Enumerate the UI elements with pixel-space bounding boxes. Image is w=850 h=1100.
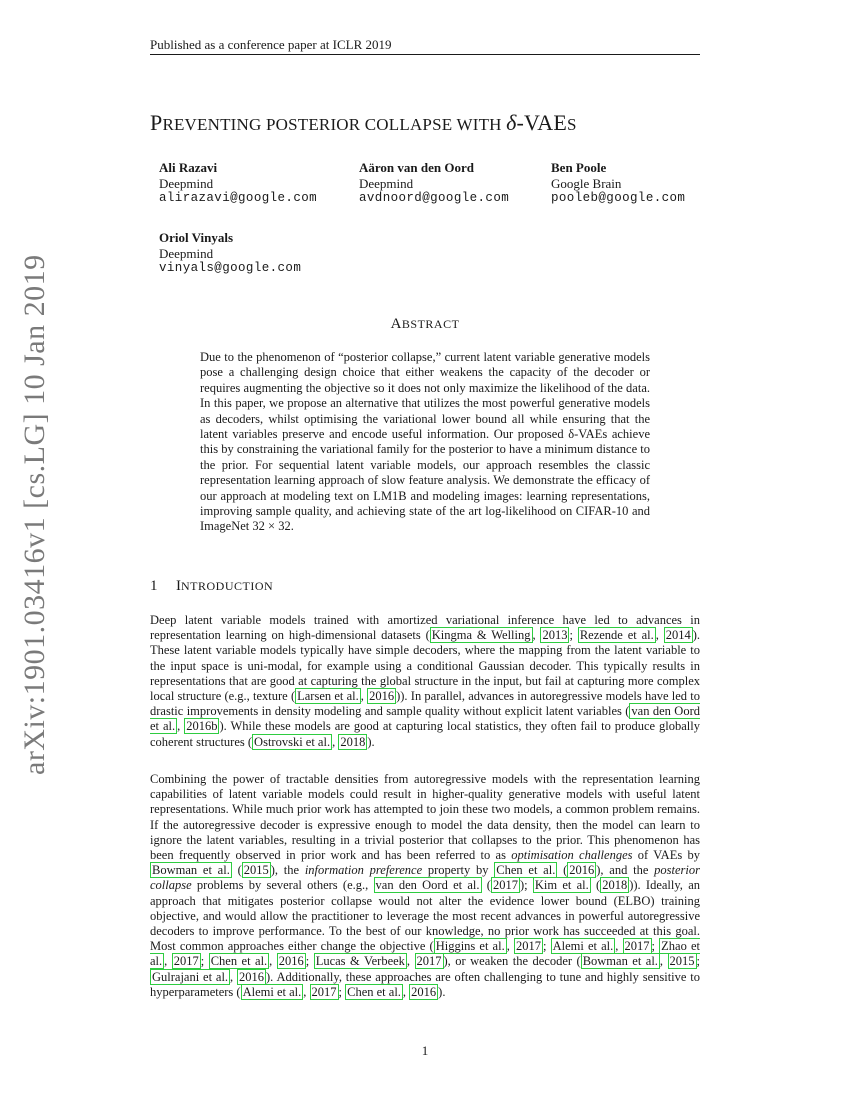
author-email[interactable]: alirazavi@google.com	[159, 191, 318, 205]
citation-link[interactable]: 2015	[243, 863, 269, 878]
text-run: ), or weaken the decoder (	[443, 954, 581, 969]
citation-link[interactable]: Kingma & Welling	[431, 628, 531, 643]
paragraph-intro-2	[150, 772, 700, 1000]
citation-link[interactable]: Chen et al.	[347, 984, 401, 999]
section-heading-initial: I	[176, 578, 181, 594]
citation-link[interactable]: 2017	[416, 954, 442, 969]
citation-link[interactable]: Bowman et al.	[152, 863, 230, 878]
title-smallcaps: REVENTING POSTERIOR COLLAPSE WITH	[162, 115, 507, 134]
citation-link[interactable]: 2017	[492, 878, 518, 893]
text-run: of VAEs by	[632, 848, 700, 863]
citation-link[interactable]: Higgins et al.	[435, 939, 505, 954]
emphasis: optimisation challenges	[511, 848, 633, 863]
text-run: ;	[651, 939, 660, 954]
title-delta: δ	[506, 110, 517, 135]
text-run: ,	[532, 628, 541, 643]
citation-link[interactable]: 2016	[239, 969, 265, 984]
text-run: );	[519, 878, 533, 893]
citation-link[interactable]: Alemi et al.	[552, 939, 614, 954]
text-run: ,	[655, 628, 664, 643]
arxiv-stamp: arXiv:1901.03416v1 [cs.LG] 10 Jan 2019	[18, 254, 51, 775]
citation-link[interactable]: 2016	[278, 954, 304, 969]
abstract-heading-rest: BSTRACT	[401, 317, 460, 331]
text-run: ). Additionally, these approaches are often challenging to tune and highly sensitive to hyperparameters (	[150, 969, 701, 999]
citation-link[interactable]: 2018	[340, 734, 366, 749]
author-name: Ali Razavi	[159, 160, 218, 175]
citation-link[interactable]: van den Oord et al.	[150, 704, 700, 734]
section-number: 1	[150, 578, 158, 594]
author-affiliation: Deepmind	[159, 175, 214, 191]
abstract-heading	[0, 316, 850, 333]
citation-link[interactable]: 2017	[515, 939, 541, 954]
text-run: ).	[438, 984, 446, 999]
citation-link[interactable]: van den Oord et al.	[375, 878, 480, 893]
citation-link[interactable]: 2017	[311, 984, 337, 999]
citation-link[interactable]: Ostrovski et al.	[254, 734, 331, 749]
author-affiliation: Deepmind	[359, 175, 414, 191]
text-run: (	[590, 878, 601, 893]
citation-link[interactable]: Bowman et al.	[582, 954, 658, 969]
citation-link[interactable]: 2017	[173, 954, 199, 969]
text-run: ,	[177, 719, 185, 734]
text-run: ;	[200, 954, 209, 969]
author-email[interactable]: avdnoord@google.com	[359, 191, 510, 205]
citation-link[interactable]: 2016	[411, 984, 437, 999]
text-run: ,	[360, 689, 368, 704]
author-name: Aäron van den Oord	[359, 160, 474, 175]
section-heading	[150, 578, 273, 595]
text-run: ;	[338, 984, 346, 999]
citation-link[interactable]: Larsen et al.	[297, 689, 359, 704]
author-affiliation: Google Brain	[551, 175, 622, 191]
text-run: ;	[305, 954, 314, 969]
paragraph-intro-1	[150, 613, 700, 750]
text-run: ,	[615, 939, 623, 954]
author-email[interactable]: pooleb@google.com	[551, 191, 686, 205]
citation-link[interactable]: 2018	[602, 878, 628, 893]
text-run: (	[557, 863, 568, 878]
text-run: ,	[406, 954, 415, 969]
page-number: 1	[421, 1043, 429, 1058]
author-block	[551, 160, 685, 207]
text-run: ), and the	[596, 863, 655, 878]
text-run: (	[231, 863, 242, 878]
citation-link[interactable]: 2016	[369, 689, 395, 704]
text-run: )). In parallel, advances in autoregressive models have led to drastic improvements in density modeling and sample quality without explicit latent variables (	[150, 689, 700, 719]
title-initial: P	[150, 110, 163, 135]
citation-link[interactable]: 2016	[569, 863, 595, 878]
author-block	[159, 160, 317, 207]
text-run: property by	[422, 863, 495, 878]
citation-link[interactable]: 2016b	[186, 719, 218, 734]
text-run: (	[481, 878, 491, 893]
citation-link[interactable]: Gulrajani et al.	[152, 969, 229, 984]
text-run: ).	[367, 734, 375, 749]
text-run: ;	[569, 628, 578, 643]
text-run: ,	[402, 984, 410, 999]
author-affiliation: Deepmind	[159, 245, 214, 261]
running-header: Published as a conference paper at ICLR 2019	[150, 37, 392, 52]
citation-link[interactable]: Chen et al.	[496, 863, 556, 878]
text-run: ,	[164, 954, 172, 969]
paper-title	[150, 110, 577, 136]
citation-link[interactable]: 2017	[624, 939, 650, 954]
title-vae: -VAE	[516, 110, 568, 135]
title-vae-suffix: S	[567, 115, 577, 134]
text-run: ). These latent variable models typically have simple decoders, where the mapping from the latent variable to the input space is uni-modal, for example using a conditional Gaussian decoder. This typically results in representations that are good at capturing the global structure in the input, but fail at capturing more complex local structure (e.g., texture (	[150, 628, 700, 704]
emphasis: posterior collapse	[150, 863, 700, 893]
text-run: ;	[542, 939, 551, 954]
text-run: Combining the power of tractable densities from autoregressive models with the representation learning capabilities of latent variable models could result in higher-quality generative models with useful latent representations. While much prior work has attempted to join these two models, a common problem remains. If the autoregressive decoder is expressive enough to model the data density, then the model can learn to ignore the latent variables, resulting in a trivial posterior that collapses to the prior. This phenomenon has been frequently observed in prior work and has been referred to as	[150, 772, 700, 863]
header-rule	[150, 54, 700, 55]
text-run: ,	[659, 954, 668, 969]
text-run: ). While these models are good at capturing local statistics, they often fail to produce globally coherent structures (	[150, 719, 700, 749]
text-run: Deep latent variable models trained with amortized variational inference have led to advances in representation learning on high-dimensional datasets (	[150, 613, 700, 643]
author-name: Ben Poole	[551, 160, 607, 175]
text-run: ,	[230, 969, 238, 984]
author-email[interactable]: vinyals@google.com	[159, 261, 302, 275]
author-name: Oriol Vinyals	[159, 230, 234, 245]
abstract-heading-initial: A	[390, 316, 402, 332]
citation-link[interactable]: Alemi et al.	[242, 984, 302, 999]
section-heading-rest: NTRODUCTION	[181, 579, 274, 593]
citation-link[interactable]: Chen et al.	[210, 954, 268, 969]
text-run: problems by several others (e.g.,	[191, 878, 374, 893]
text-run: )). Ideally, an approach that mitigates posterior collapse would not alter the evidence lower bound (ELBO) training objective, and would allow the practitioner to leverage the most recent advances in powerful autoregressive decoders to improve performance. To the best of our knowledge, no prior work has succeeded at this goal. Most common approaches either change the objective (	[150, 878, 700, 954]
text-run: ,	[332, 734, 339, 749]
citation-link[interactable]: Lucas & Verbeek	[315, 954, 405, 969]
author-block	[159, 230, 301, 277]
citation-link[interactable]: 2013	[542, 628, 568, 643]
abstract-text: Due to the phenomenon of “posterior collapse,” current latent variable generative models pose a challenging design choice that either weakens the capacity of the decoder or requires augmenting the objective so it does not only maximize the likelihood of the data. In this paper, we propose an alternative that utilizes the most powerful generative models as decoders, whilst optimising the variational lower bound all while ensuring that the latent variables preserve and encode useful information. Our proposed δ-VAEs achieve this by constraining the variational family for the posterior to have a minimum distance to the prior. For sequential latent variable models, our approach resembles the classic representation learning approach of slow feature analysis. We demonstrate the efficacy of our approach at modeling text on LM1B and modeling images: learning representations, improving sample quality, and achieving state of the art log-likelihood on CIFAR-10 and ImageNet 32 × 32.	[200, 350, 650, 534]
text-run: ,	[506, 939, 514, 954]
emphasis: information preference	[304, 863, 423, 878]
citation-link[interactable]: 2015	[669, 954, 695, 969]
citation-link[interactable]: Rezende et al.	[579, 628, 654, 643]
text-run: ), the	[270, 863, 305, 878]
author-block	[359, 160, 509, 207]
text-run: ,	[269, 954, 277, 969]
citation-link[interactable]: Zhao et al.	[150, 939, 700, 969]
text-run: ;	[696, 954, 700, 969]
text-run: ,	[303, 984, 310, 999]
citation-link[interactable]: 2014	[665, 628, 691, 643]
citation-link[interactable]: Kim et al.	[534, 878, 589, 893]
